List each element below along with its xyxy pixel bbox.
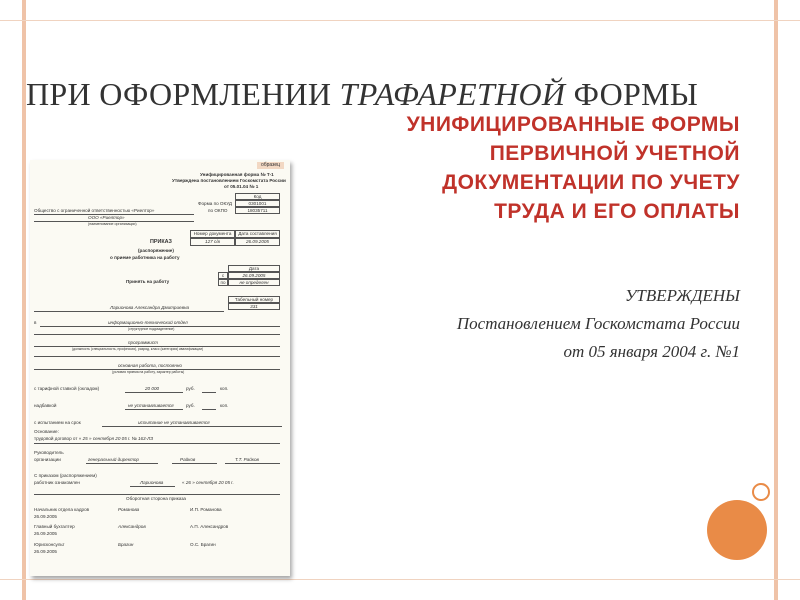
trial-underline [102, 426, 282, 427]
head-position: генеральный директор [88, 457, 139, 462]
head-label: организации [34, 457, 61, 462]
visa-role: Начальник отдела кадров [34, 507, 90, 512]
salary-value: 20 000 [145, 386, 160, 391]
basis-underline [34, 443, 280, 444]
basis-label: Основание: [34, 429, 59, 434]
subtitle-line: ПЕРВИЧНОЙ УЧЕТНОЙ [489, 142, 740, 165]
ack-day: 26 [185, 480, 191, 485]
title-part2: ФОРМЫ [565, 76, 699, 112]
ack-month: сентября [196, 480, 218, 485]
doc-number-header: Номер документа [190, 230, 235, 238]
bonus-label: надбавкой [34, 403, 57, 408]
visa-name: И.П. Романова [190, 507, 222, 512]
tab-number-header: Табельный номер [228, 296, 280, 303]
from-label-cell: с [218, 272, 228, 279]
decor-circle-large [707, 500, 767, 560]
visa-signature: Романова [118, 507, 140, 512]
employee-underline [34, 311, 224, 312]
subtitle-line: УНИФИЦИРОВАННЫЕ ФОРМЫ [406, 113, 740, 136]
salary-kop: коп. [220, 386, 229, 391]
conditions: основная работа, постоянно [118, 363, 182, 368]
right-decor-stripe [774, 0, 778, 600]
employee-name: Ларионова Александра Дмитриевна [110, 305, 190, 310]
contract-year: 20 05 [115, 436, 127, 441]
top-frame-line [0, 20, 800, 21]
approval-line: Постановлением Госкомстата России [456, 314, 740, 333]
head-name-underline [225, 463, 280, 464]
sample-stamp: образец [257, 162, 284, 169]
ack-year: 20 05 [218, 480, 231, 485]
org-name: Общество с ограниченной ответственностью «Риелтор» [34, 208, 155, 213]
contract-label: трудовой договор от « [34, 436, 82, 441]
head-label: Руководитель [34, 450, 64, 455]
subtitle-line: ТРУДА И ЕГО ОПЛАТЫ [494, 200, 740, 223]
head-position-underline [86, 463, 158, 464]
department: информационно-технический отдел [108, 320, 188, 325]
ack-signature: Ларионова [140, 480, 164, 485]
back-divider [34, 494, 280, 495]
subtitle-line: ДОКУМЕНТАЦИИ ПО УЧЕТУ [442, 171, 740, 194]
head-name: Т.Т. Райков [235, 457, 259, 462]
visa-date: 26.09.2005 [34, 549, 57, 554]
ack-g: г. [231, 480, 234, 485]
okud-cell: 0301001 [235, 200, 280, 207]
contract-month: сентября [92, 436, 114, 441]
bonus-kop-underline [202, 409, 216, 410]
code-header-cell: Код [235, 193, 280, 200]
decor-circle-small [752, 483, 770, 501]
slide-subtitle [280, 110, 740, 226]
conditions-caption: (условия приема на работу, характер работы) [112, 370, 185, 374]
trial-label: с испытанием на срок [34, 420, 81, 425]
title-part1: ПРИ ОФОРМЛЕНИИ [26, 76, 340, 112]
approval-label: УТВЕРЖДЕНЫ [624, 286, 740, 305]
visa-name: О.С. Брагин [190, 542, 216, 547]
approval-block [320, 282, 740, 366]
hire-label: Принять на работу [126, 279, 170, 284]
contract-no: 163-ЛЗ [137, 436, 154, 441]
blank-line [34, 356, 280, 357]
org-caption: (наименование организации) [88, 222, 137, 226]
blank-line [34, 334, 280, 335]
approval-line: от 05 января 2004 г. №1 [563, 342, 740, 361]
order-subtitle: (распоряжение) [138, 248, 174, 253]
head-sign-underline [172, 463, 217, 464]
visa-role: Юрисконсульт [34, 542, 65, 547]
to-label-cell: по [218, 279, 228, 286]
form-document-image [30, 160, 290, 576]
visa-date: 26.09.2005 [34, 531, 57, 536]
ack-date: « 26 » сентября 20 05 г. [182, 480, 234, 485]
visa-date: 26.09.2005 [34, 514, 57, 519]
okpo-label: по ОКПО [208, 208, 228, 213]
trial-value: испытание не устанавливается [138, 420, 210, 425]
ack-sign-underline [130, 486, 175, 487]
salary-rub: руб. [186, 386, 195, 391]
salary-underline [125, 392, 183, 393]
from-date-cell: 26.09.2005 [228, 272, 280, 279]
to-date-cell: не определен [228, 279, 280, 286]
bonus-underline [125, 409, 183, 410]
bonus-value: не устанавливается [128, 403, 174, 408]
dept-prefix: в [34, 320, 37, 325]
tab-number-value: 331 [228, 303, 280, 310]
okpo-cell: 18035711 [235, 207, 280, 214]
position-caption: (должность (специальность, профессия), разряд, класс (категория) квалификации) [72, 347, 204, 351]
bonus-kop: коп. [220, 403, 229, 408]
visa-signature: Брагин [118, 542, 134, 547]
contract-line: трудовой договор от « 25 » сентября 20 05 г. № 163-ЛЗ [34, 436, 154, 441]
form-header-line: Утверждена постановлением Госкомстата России [172, 178, 286, 183]
doc-date-header: Дата составления [235, 230, 280, 238]
doc-number-value: 127 с/в [190, 238, 235, 246]
bottom-frame-line [0, 579, 800, 580]
visa-role: Главный бухгалтер [34, 524, 75, 529]
org-short-name: ООО «Риелтор» [88, 215, 125, 220]
date-header-cell: Дата [228, 265, 280, 272]
back-title: Оборотная сторона приказа [126, 496, 186, 501]
dept-caption: (структурное подразделение) [128, 327, 175, 331]
title-emphasis: ТРАФАРЕТНОЙ [339, 76, 566, 112]
salary-kop-underline [202, 392, 216, 393]
position: программист [128, 340, 158, 345]
visa-name: А.П. Александров [190, 524, 229, 529]
form-header-line: Унифицированная форма № Т-1 [200, 172, 274, 177]
order-title: ПРИКАЗ [150, 239, 172, 245]
bonus-rub: руб. [186, 403, 195, 408]
ack-label: С приказом (распоряжением) [34, 473, 97, 478]
doc-date-value: 26.09.2005 [235, 238, 280, 246]
salary-label: с тарифной ставкой (окладом) [34, 386, 100, 391]
contract-day: 25 [82, 436, 88, 441]
slide-title [26, 76, 698, 113]
order-purpose: о приеме работника на работу [110, 255, 180, 260]
ack-label: работник ознакомлен [34, 480, 80, 485]
visa-signature: Александров [118, 524, 146, 529]
form-header-line: от 05.01.04 № 1 [224, 184, 259, 189]
head-signature: Райков [180, 457, 196, 462]
contract-no-label: г. № [128, 436, 137, 441]
okud-label: Форма по ОКУД [198, 201, 233, 206]
